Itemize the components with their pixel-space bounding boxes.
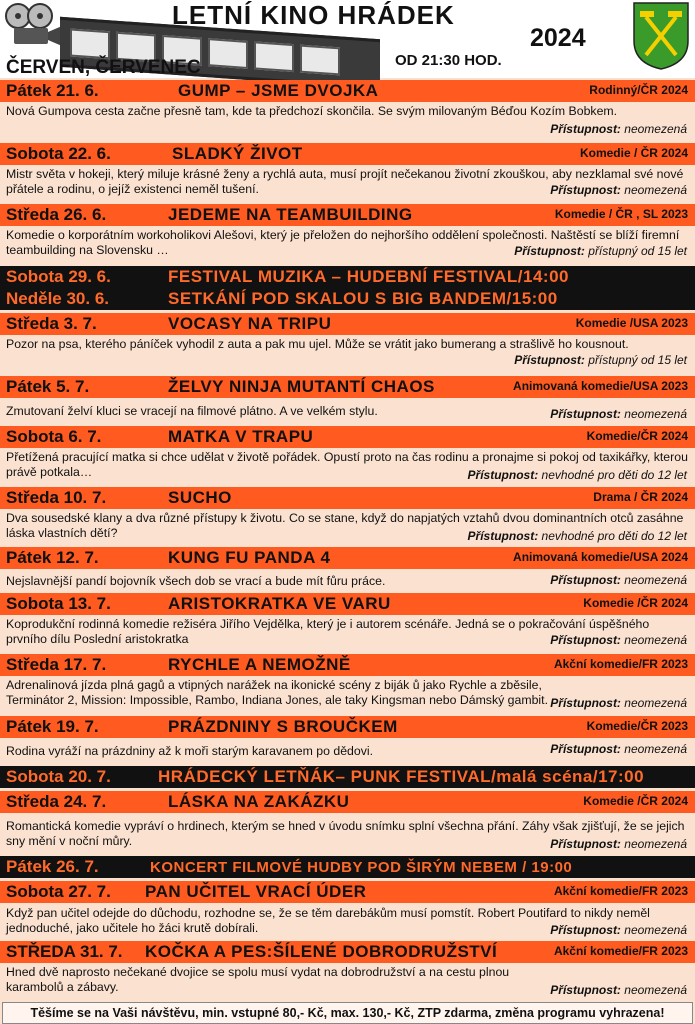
event-genre: Komedie / ČR , SL 2023 — [554, 207, 688, 221]
event-genre: Komedie /ČR 2024 — [583, 794, 688, 808]
event-title: LÁSKA NA ZAKÁZKU — [168, 792, 350, 811]
event-bar — [0, 313, 695, 335]
event-title: SUCHO — [168, 488, 232, 507]
event-bar — [0, 941, 695, 963]
event-title: SLADKÝ ŽIVOT — [172, 144, 303, 163]
event-description: Hned dvě naprosto nečekané dvojice se spolu musí vydat na dobrodružství a na cestu plnou karambolů a zábavy. — [6, 965, 510, 994]
event-genre: Akční komedie/FR 2023 — [553, 884, 688, 898]
event-access: Přístupnost: neomezená — [550, 837, 687, 851]
event-title: PAN UČITEL VRACÍ ÚDER — [145, 882, 367, 901]
event-row — [0, 426, 695, 480]
event-title: KUNG FU PANDA 4 — [168, 548, 331, 567]
town-crest-icon — [632, 1, 690, 71]
event-genre: Komedie/ČR 2024 — [586, 429, 688, 443]
event-genre: Akční komedie/FR 2023 — [553, 944, 688, 958]
event-description: Romantická komedie vypráví o hrdinech, kterým se hned v úvodu snímku splní všechna přání. Záhy však zjišťují, že se jejich sny mění v noční můry. — [6, 819, 685, 848]
event-title: GUMP – JSME DVOJKA — [178, 81, 379, 100]
event-date: Pátek 26. 7. — [6, 857, 99, 876]
event-date: Pátek 19. 7. — [6, 717, 99, 736]
event-bar — [0, 204, 695, 226]
event-bar — [0, 716, 695, 738]
event-title: ARISTOKRATKA VE VARU — [168, 594, 391, 613]
event-date: Středa 10. 7. — [6, 488, 107, 507]
event-title: ŽELVY NINJA MUTANTÍ CHAOS — [168, 377, 435, 396]
event-date: Sobota 13. 7. — [6, 594, 111, 613]
event-row — [0, 547, 695, 589]
event-row — [0, 856, 695, 878]
event-date: Sobota 6. 7. — [6, 427, 102, 446]
event-date: Sobota 22. 6. — [6, 144, 111, 163]
event-description: Pozor na psa, kterého páníček vyhodil z auta a pak mu ujel. Může se vrátit jako bumerang a strašlivě ho kousnout. — [6, 337, 629, 351]
event-genre: Komedie /USA 2023 — [575, 316, 688, 330]
event-access: Přístupnost: přístupný od 15 let — [514, 353, 687, 367]
event-date: Pátek 21. 6. — [6, 81, 99, 100]
event-title: MATKA V TRAPU — [168, 427, 314, 446]
page-title: LETNÍ KINO HRÁDEK — [172, 0, 455, 30]
event-description: Komedie o korporátním workoholikovi Alešovi, který je přeložen do nejhoršího oddělení společnosti. Naštěstí se blíží firemní teambuilding na Slovensku … — [6, 228, 680, 257]
event-access: Přístupnost: neomezená — [550, 633, 687, 647]
event-date: Neděle 30. 6. — [6, 289, 110, 308]
event-date: Středa 17. 7. — [6, 655, 107, 674]
event-row — [0, 313, 695, 367]
event-description: Když pan učitel odejde do důchodu, rozhodne se, že se těm darebákům musí pomstít. Robert Poutifard to nikdy neměl jednoduché, jako učitele ho žáci krutě dobírali. — [6, 906, 650, 935]
event-row — [0, 716, 695, 759]
event-access: Přístupnost: neomezená — [550, 742, 687, 756]
festival-bar — [0, 266, 695, 310]
event-date: Středa 3. 7. — [6, 314, 97, 333]
event-genre: Komedie /ČR 2024 — [583, 596, 688, 610]
event-row — [0, 204, 695, 258]
event-bar — [0, 80, 695, 102]
event-title: HRÁDECKÝ LETŇÁK– PUNK FESTIVAL/malá scéna/17:00 — [158, 767, 645, 786]
event-access: Přístupnost: přístupný od 15 let — [514, 244, 687, 258]
event-bar — [0, 593, 695, 615]
event-row — [0, 593, 695, 647]
event-bar — [0, 547, 695, 569]
event-description: Zmutovaní želví kluci se vracejí na filmové plátno. A ve velkém stylu. — [6, 404, 378, 418]
event-row — [0, 376, 695, 419]
event-bar — [0, 881, 695, 903]
event-row — [0, 143, 695, 197]
event-title: KOČKA A PES:ŠÍLENÉ DOBRODRUŽSTVÍ — [145, 942, 498, 961]
event-date: STŘEDA 31. 7. — [6, 942, 123, 961]
event-genre: Drama / ČR 2024 — [593, 490, 688, 504]
event-bar — [0, 143, 695, 165]
event-bar — [0, 654, 695, 676]
event-description: Koprodukční rodinná komedie režiséra Jiřího Vejdělka, který je i autorem scénáře. Jedná se o pokračování úspěšného prvního dílu Poslední aristokratka — [6, 617, 650, 646]
event-genre: Akční komedie/FR 2023 — [553, 657, 688, 671]
event-date: Pátek 5. 7. — [6, 377, 90, 396]
event-title: VOCASY NA TRIPU — [168, 314, 332, 333]
event-title: KONCERT FILMOVÉ HUDBY POD ŠIRÝM NEBEM / 19:00 — [150, 859, 573, 876]
event-access: Přístupnost: neomezená — [550, 983, 687, 997]
event-date: Sobota 20. 7. — [6, 767, 111, 786]
event-genre: Komedie / ČR 2024 — [579, 146, 688, 160]
event-description: Adrenalinová jízda plná gagů a vtipných narážek na ikonické scény z biják ů jako Rychle a zběsile, Terminátor 2, Mission: Impossible, Rambo, Indiana Jones, ale taky Kingsman nebo Dámský gambit. — [6, 678, 548, 707]
event-description: Rodina vyráží na prázdniny až k moři starým karavanem po dědovi. — [6, 744, 374, 758]
event-row — [0, 80, 695, 136]
event-date: Sobota 27. 7. — [6, 882, 111, 901]
event-row — [0, 791, 695, 849]
event-genre: Rodinný/ČR 2024 — [589, 83, 688, 97]
event-bar — [0, 791, 695, 813]
event-description: Mistr světa v hokeji, který miluje krásné ženy a rychlá auta, musí projít nečekanou životní zkouškou, aby nezklamal své nové přátele a rodinu, o jejíž existenci neměl tušení. — [6, 167, 684, 196]
event-title: FESTIVAL MUZIKA – HUDEBNÍ FESTIVAL/14:00 — [168, 267, 569, 286]
event-access: Přístupnost: neomezená — [550, 923, 687, 937]
event-access: Přístupnost: neomezená — [550, 183, 687, 197]
event-genre: Animovaná komedie/USA 2024 — [513, 550, 688, 564]
event-date: Středa 24. 7. — [6, 792, 107, 811]
event-row — [0, 266, 695, 310]
months: ČERVEN, ČERVENEC — [6, 57, 201, 78]
event-row — [0, 654, 695, 708]
event-description: Nová Gumpova cesta začne přesně tam, kde ta předchozí skončila. Se svým milovaným Béďou Kozím Bobkem. — [6, 104, 618, 118]
event-row — [0, 766, 695, 788]
event-access: Přístupnost: neomezená — [550, 573, 687, 587]
event-access: Přístupnost: neomezená — [550, 122, 687, 136]
event-description: Nejslavnější pandí bojovník všech dob se vrací a bude mít fůru práce. — [6, 574, 386, 588]
event-title: PRÁZDNINY S BROUČKEM — [168, 717, 398, 736]
event-access: Přístupnost: neomezená — [550, 696, 687, 710]
header — [0, 0, 695, 78]
event-row — [0, 881, 695, 936]
festival-bar — [0, 856, 695, 878]
event-bar — [0, 487, 695, 509]
year: 2024 — [530, 24, 586, 52]
footer-note: Těšíme se na Vaši návštěvu, min. vstupné 80,- Kč, max. 130,- Kč, ZTP zdarma, změna programu vyhrazena! — [2, 1002, 693, 1024]
event-description: Dva sousedské klany a dva různé přístupy k životu. Co se stane, když do napjatých vztahů dvou dominantních otců zasáhne láska vlastních dětí? — [6, 511, 684, 540]
event-row — [0, 487, 695, 541]
event-bar — [0, 426, 695, 448]
start-time: OD 21:30 HOD. — [395, 52, 502, 69]
event-title: JEDEME NA TEAMBUILDING — [168, 205, 413, 224]
event-access: Přístupnost: nevhodné pro děti do 12 let — [467, 529, 687, 543]
festival-bar — [0, 766, 695, 788]
event-title: SETKÁNÍ POD SKALOU S BIG BANDEM/15:00 — [168, 289, 558, 308]
event-access: Přístupnost: nevhodné pro děti do 12 let — [467, 468, 687, 482]
event-bar — [0, 376, 695, 398]
event-date: Pátek 12. 7. — [6, 548, 99, 567]
event-row — [0, 941, 695, 995]
event-description: Přetížená pracující matka si chce udělat v životě pořádek. Opustí proto na čas rodinu a pronajme si pokoj od taxikářky, kterou právě potkala… — [6, 450, 688, 479]
event-date: Středa 26. 6. — [6, 205, 107, 224]
event-genre: Komedie/ČR 2023 — [586, 719, 688, 733]
event-access: Přístupnost: neomezená — [550, 407, 687, 421]
event-genre: Animovaná komedie/USA 2023 — [513, 379, 688, 393]
event-title: RYCHLE A NEMOŽNĚ — [168, 655, 351, 674]
event-date: Sobota 29. 6. — [6, 267, 111, 286]
film-reel-icon — [4, 2, 64, 48]
